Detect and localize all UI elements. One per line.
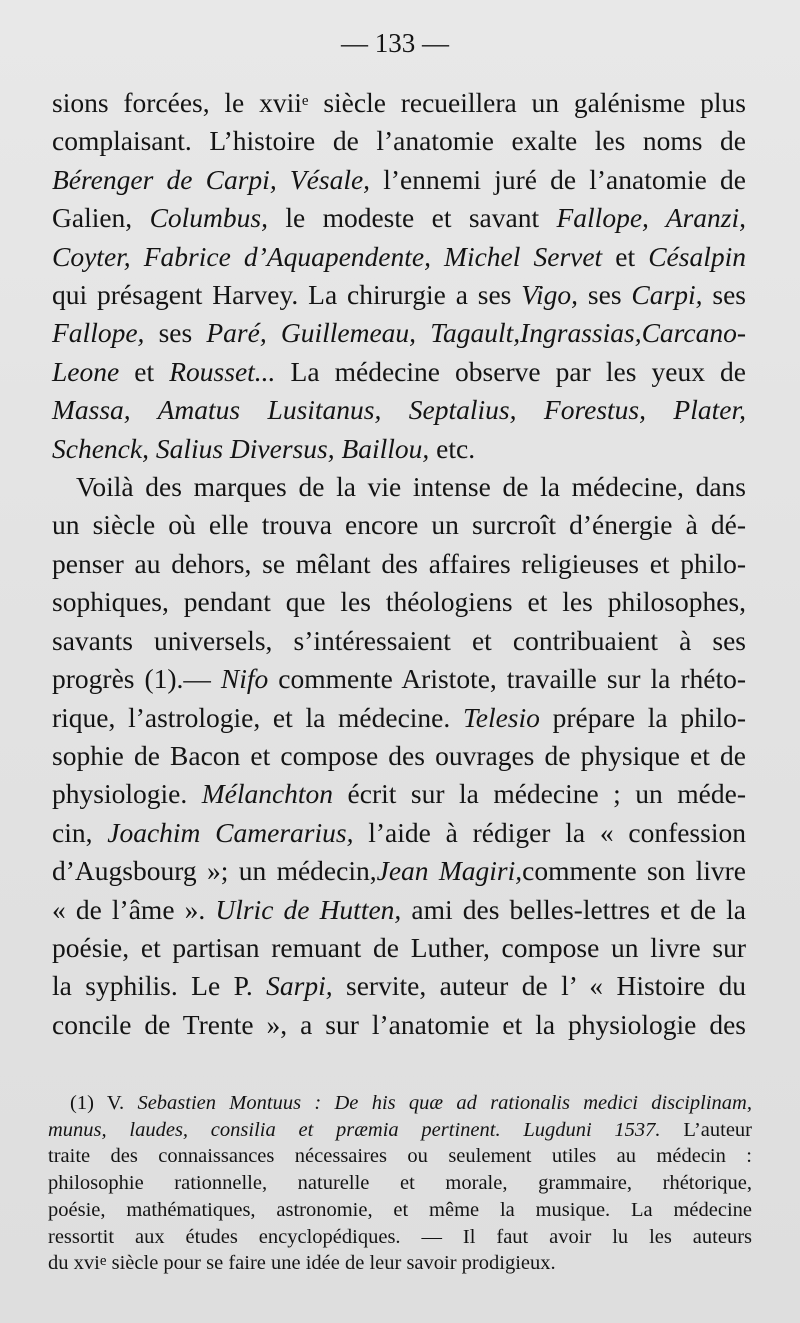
footnote-line: ressortit aux études encyclopédiques. — Il faut avoir lu les auteurs: [48, 1225, 752, 1248]
text-line: cin, Joachim Camerarius, l’aide à rédiger la « confession: [52, 816, 746, 848]
text-line: Coyter, Fabrice d’Aquapendente, Michel Servet et Césalpin: [52, 240, 746, 272]
text-line: Galien, Columbus, le modeste et savant Fallope, Aranzi,: [52, 202, 746, 234]
text-line: d’Augsbourg »; un médecin,Jean Magiri,commente son livre: [52, 855, 746, 887]
text-line: sions forcées, le xvii$^e$ siècle recueillera un galénisme plus: [52, 87, 747, 118]
body-text: [52, 84, 746, 1044]
text-line: Massa, Amatus Lusitanus, Septalius, Forestus, Plater,: [52, 394, 746, 426]
text-line: progrès (1).— Nifo commente Aristote, travaille sur la rhéto-: [52, 663, 746, 695]
text-line: poésie, et partisan remuant de Luther, compose un livre sur: [52, 931, 746, 963]
text-line: Leone et Rousset... La médecine observe par les yeux de: [52, 355, 746, 387]
text-line: concile de Trente », a sur l’anatomie et la physiologie des: [52, 1008, 746, 1040]
text-line: Voilà des marques de la vie intense de la médecine, dans: [76, 471, 746, 503]
text-line: Fallope, ses Paré, Guillemeau, Tagault,Ingrassias,Carcano-: [52, 317, 746, 349]
text-line: savants universels, s’intéressaient et contribuaient à ses: [52, 624, 746, 656]
text-line: sophiques, pendant que les théologiens et les philosophes,: [52, 586, 746, 618]
text-line: qui présagent Harvey. La chirurgie a ses Vigo, ses Carpi, ses: [52, 279, 746, 311]
text-line: rique, l’astrologie, et la médecine. Telesio prépare la philo-: [52, 701, 747, 733]
text-line: Bérenger de Carpi, Vésale, l’ennemi juré de l’anatomie de: [52, 163, 746, 195]
text-line: complaisant. L’histoire de l’anatomie exalte les noms de: [52, 125, 746, 157]
footnote-line: philosophie rationnelle, naturelle et morale, grammaire, rhétorique,: [48, 1172, 752, 1195]
page-number: — 133 —: [341, 28, 449, 58]
footnote-line: traite des connaissances nécessaires ou seulement utiles au médecin :: [48, 1145, 752, 1168]
footnote-line: du xvi$^e$ siècle pour se faire une idée de leur savoir prodigieux.: [48, 1252, 556, 1275]
footnote-line: munus, laudes, consilia et præmia pertinent. Lugduni 1537. L’auteur: [48, 1118, 753, 1141]
text-line: physiologie. Mélanchton écrit sur la médecine ; un méde-: [52, 778, 746, 810]
text-line: penser au dehors, se mêlant des affaires religieuses et philo-: [52, 547, 746, 579]
text-line: Schenck, Salius Diversus, Baillou, etc.: [52, 432, 476, 464]
footnote-line: poésie, mathématiques, astronomie, et même la musique. La médecine: [48, 1198, 752, 1221]
footnote-line: (1) V. Sebastien Montuus : De his quæ ad rationalis medici disciplinam,: [70, 1092, 752, 1114]
text-line: sophie de Bacon et compose des ouvrages de physique et de: [52, 739, 746, 771]
text-line: la syphilis. Le P. Sarpi, servite, auteur de l’ « Histoire du: [52, 970, 747, 1002]
footnote: [48, 1090, 752, 1277]
text-line: un siècle où elle trouva encore un surcroît d’énergie à dé-: [52, 509, 746, 541]
text-line: « de l’âme ». Ulric de Hutten, ami des belles-lettres et de la: [52, 893, 746, 925]
